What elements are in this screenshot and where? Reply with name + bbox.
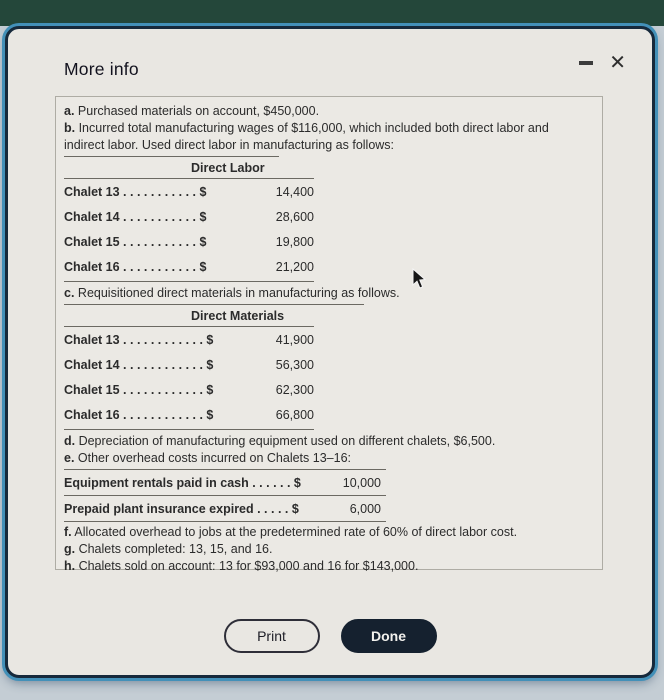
table-row [64, 402, 314, 427]
direct-labor-table [64, 161, 592, 282]
direct-materials-table [64, 309, 592, 430]
done-button[interactable]: Done [341, 619, 437, 653]
minimize-icon[interactable] [579, 61, 593, 65]
item-b [64, 120, 592, 154]
item-h [64, 558, 592, 575]
window-controls [579, 53, 626, 73]
row-value: 14,400 [275, 184, 314, 199]
row-label: Equipment rentals paid in cash . . . . . . $ [64, 475, 301, 490]
item-b-letter: b. [64, 121, 76, 135]
row-label: Chalet 14 . . . . . . . . . . . $ [64, 209, 207, 224]
table-row [64, 377, 314, 402]
item-e-text: Other overhead costs incurred on Chalets 13–16: [74, 451, 351, 465]
rule-under-item-b [64, 156, 279, 157]
row-value: 66,800 [275, 407, 314, 422]
table-row [64, 352, 314, 377]
item-d-text: Depreciation of manufacturing equipment used on different chalets, $6,500. [75, 434, 496, 448]
table-row [64, 204, 314, 229]
table-row [64, 229, 314, 254]
row-label: Chalet 13 . . . . . . . . . . . $ [64, 184, 207, 199]
print-button[interactable]: Print [224, 619, 320, 653]
row-value: 6,000 [349, 501, 381, 516]
table-row [64, 327, 314, 352]
info-panel [55, 96, 603, 573]
item-b-text: Incurred total manufacturing wages of $116,000, which included both direct labor and indirect labor. Used direct labor in manufacturing as follows: [64, 121, 549, 152]
row-value: 41,900 [275, 332, 314, 347]
item-g-text: Chalets completed: 13, 15, and 16. [75, 542, 273, 556]
item-c [64, 285, 592, 302]
row-label: Chalet 15 . . . . . . . . . . . . $ [64, 382, 214, 397]
table-row [64, 470, 386, 496]
overhead-costs-table [64, 470, 592, 522]
row-value: 56,300 [275, 357, 314, 372]
item-g-letter: g. [64, 542, 76, 556]
mouse-cursor-icon [410, 268, 428, 290]
row-label: Chalet 16 . . . . . . . . . . . $ [64, 259, 207, 274]
row-value: 62,300 [275, 382, 314, 397]
item-e-letter: e. [64, 451, 75, 465]
item-h-letter: h. [64, 559, 76, 573]
background-top-strip [0, 0, 664, 26]
row-label: Chalet 13 . . . . . . . . . . . . $ [64, 332, 214, 347]
close-icon[interactable]: ✕ [609, 52, 626, 74]
row-value: 19,800 [275, 234, 314, 249]
item-g [64, 541, 592, 558]
table-row [64, 254, 314, 279]
direct-labor-header: Direct Labor [191, 161, 265, 175]
row-value: 28,600 [275, 209, 314, 224]
table-row [64, 179, 314, 204]
table-row [64, 496, 386, 522]
dialog-footer [8, 619, 652, 653]
item-f-text: Allocated overhead to jobs at the predetermined rate of 60% of direct labor cost. [71, 525, 518, 539]
row-label: Chalet 14 . . . . . . . . . . . . $ [64, 357, 214, 372]
item-f [64, 524, 592, 541]
item-a [64, 103, 592, 120]
item-f-letter: f. [64, 525, 72, 539]
dialog-title: More info [64, 59, 139, 79]
item-e [64, 450, 592, 467]
item-c-text: Requisitioned direct materials in manufacturing as follows. [74, 286, 400, 300]
item-a-letter: a. [64, 104, 75, 118]
item-d [64, 433, 592, 450]
more-info-dialog [5, 26, 655, 678]
item-a-text: Purchased materials on account, $450,000. [74, 104, 320, 118]
row-value: 10,000 [342, 475, 381, 490]
direct-materials-header: Direct Materials [191, 309, 285, 323]
item-h-text: Chalets sold on account: 13 for $93,000 and 16 for $143,000. [75, 559, 419, 573]
rule-under-item-c [64, 304, 364, 305]
item-c-letter: c. [64, 286, 75, 300]
item-d-letter: d. [64, 434, 76, 448]
row-label: Chalet 15 . . . . . . . . . . . $ [64, 234, 207, 249]
row-value: 21,200 [275, 259, 314, 274]
row-label: Chalet 16 . . . . . . . . . . . . $ [64, 407, 214, 422]
row-label: Prepaid plant insurance expired . . . . . $ [64, 501, 299, 516]
